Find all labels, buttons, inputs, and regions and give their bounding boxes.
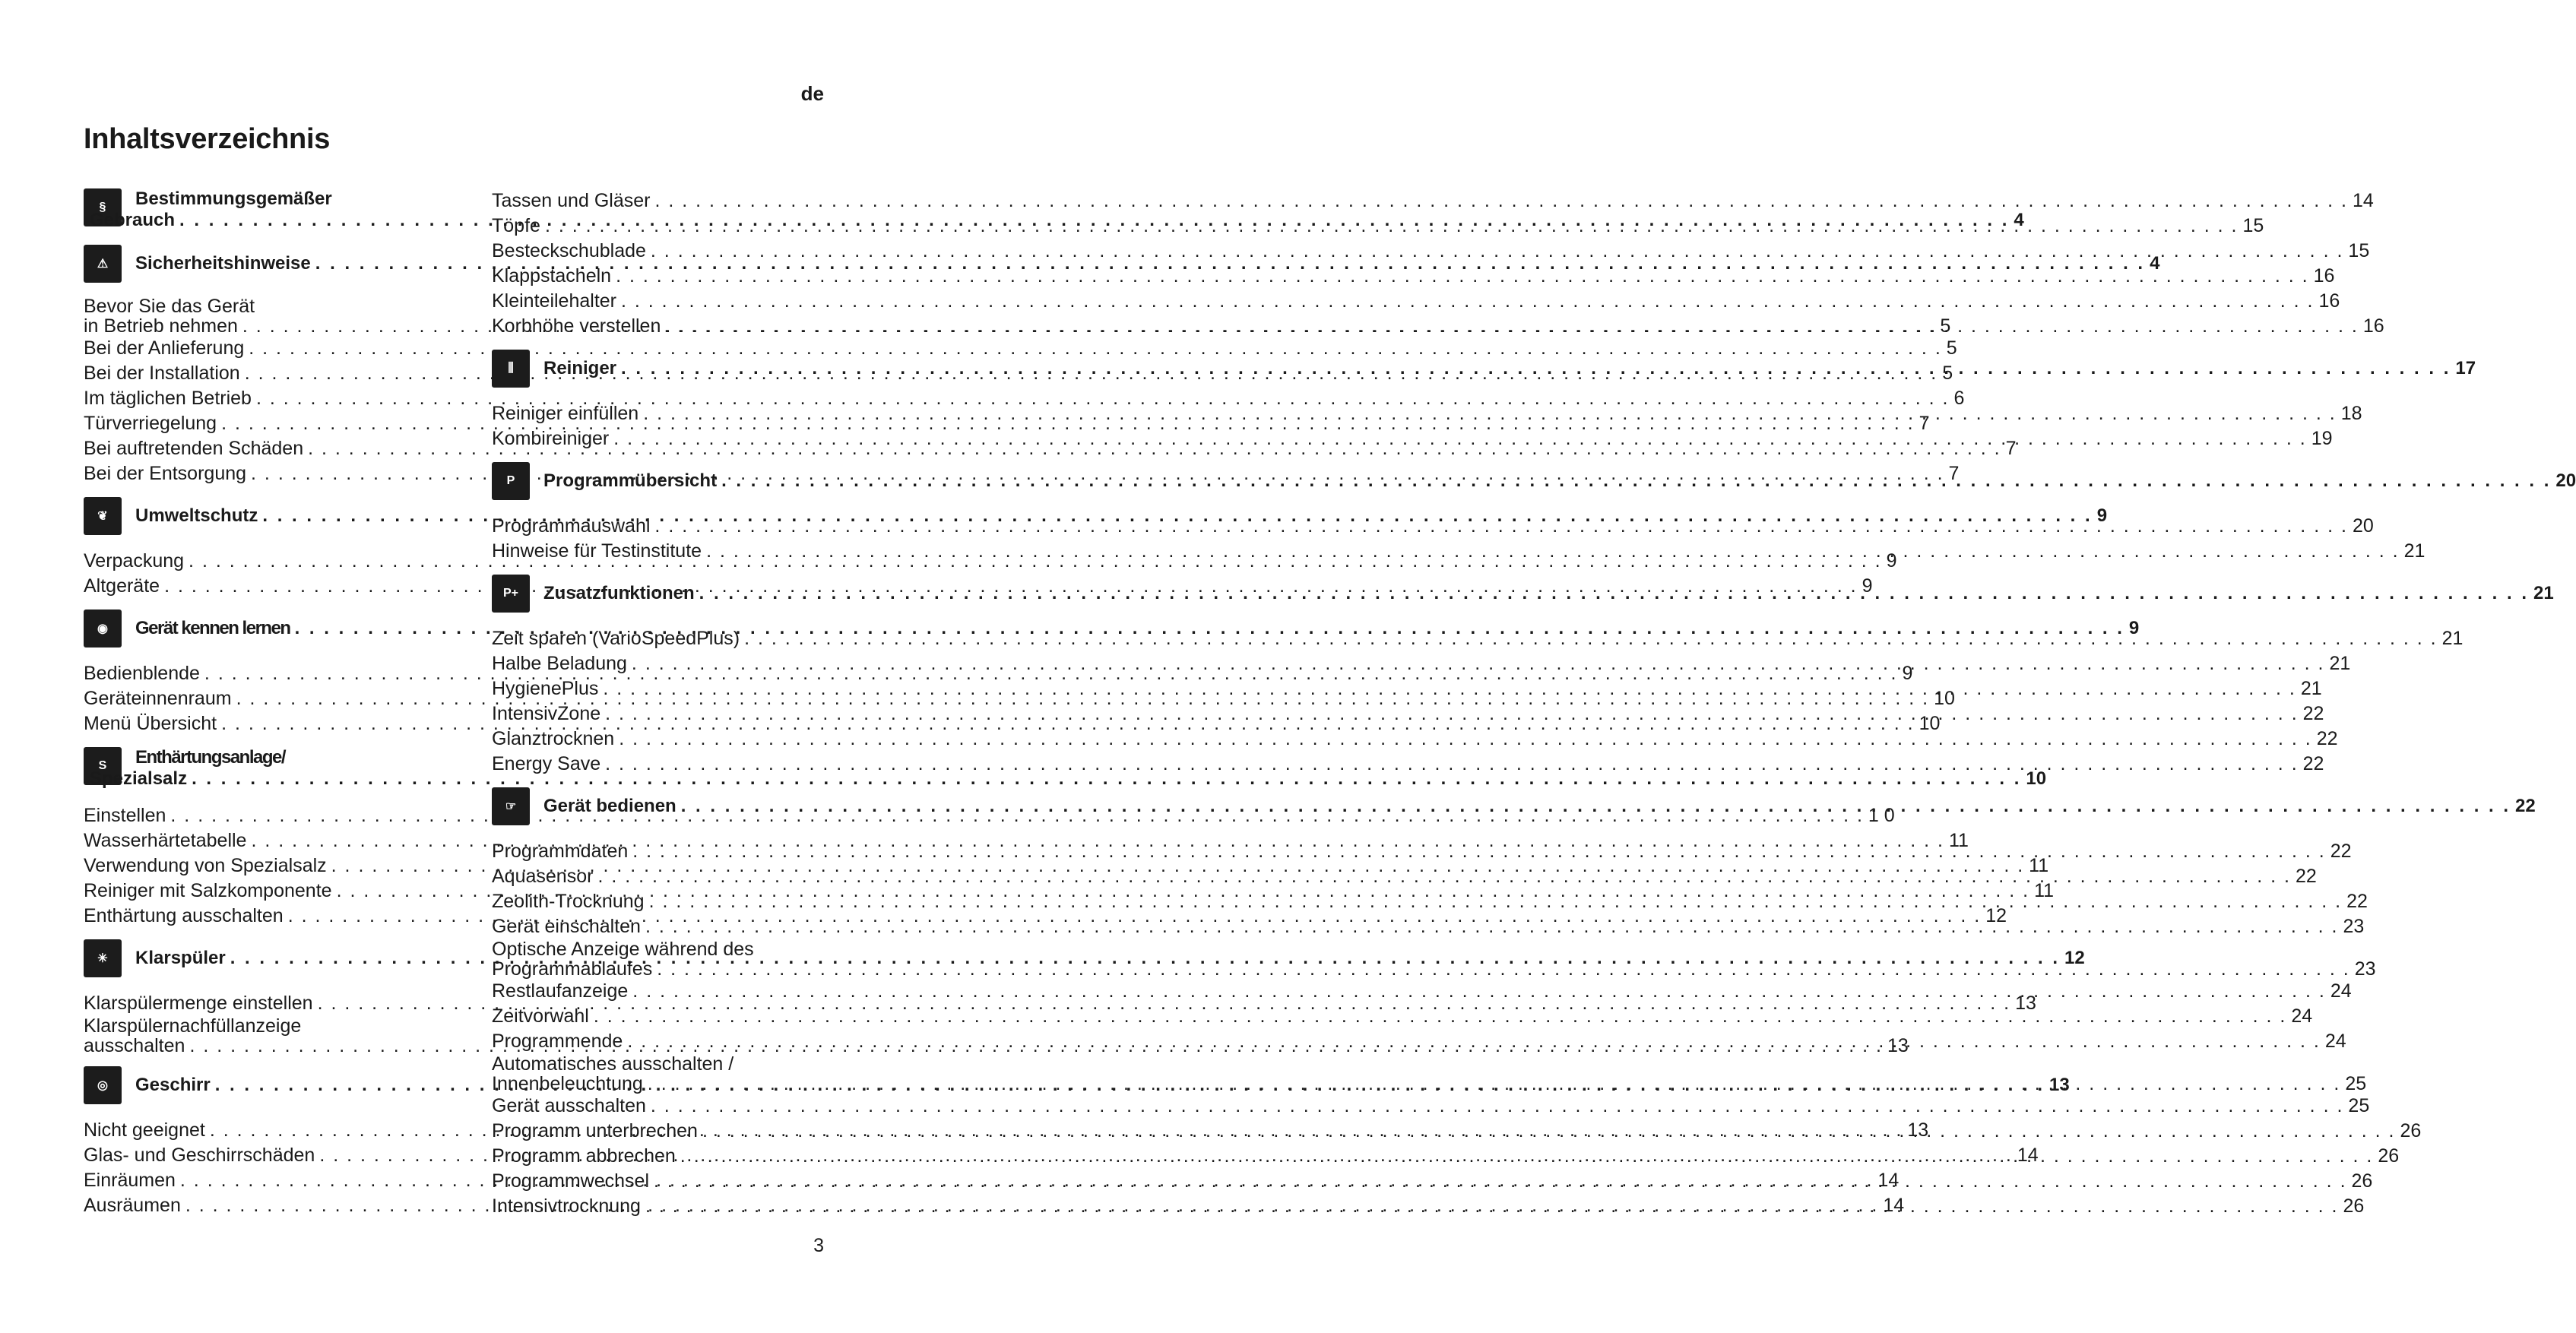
page-ref: 24	[2324, 1031, 2346, 1052]
toc-entry[interactable]	[492, 1004, 2313, 1029]
entry-label: Türverriegelung	[84, 413, 217, 434]
dot-leader	[645, 1194, 2339, 1219]
entry-label: Sicherheitshinweise	[135, 253, 311, 274]
dot-leader	[605, 701, 2299, 727]
page-ref: 25	[2348, 1095, 2370, 1116]
page-ref: 22	[2302, 703, 2324, 724]
page-ref: 12	[2064, 948, 2085, 968]
entry-label: Zeit sparen (VarioSpeedPlus)	[492, 628, 740, 649]
entry-label: Geräteinnenraum	[84, 688, 232, 709]
page-ref: 26	[2343, 1195, 2365, 1217]
page-ref: 17	[2455, 358, 2476, 378]
page-ref: 22	[2295, 866, 2317, 887]
entry-label: Programmende	[492, 1031, 623, 1052]
toc-entry[interactable]	[492, 626, 2464, 651]
dot-leader	[619, 727, 2312, 752]
page-ref: 6	[1953, 388, 1965, 409]
page-ref: 5	[1946, 337, 1957, 359]
entry-label: Einräumen	[84, 1170, 176, 1191]
entry-label: Programmwechsel	[492, 1170, 650, 1192]
dot-leader	[643, 401, 2337, 426]
entry-label: Klarspülernachfüllanzeige	[84, 1015, 302, 1037]
page-ref: 22	[2346, 891, 2368, 912]
page-ref: 14	[1883, 1195, 1905, 1216]
entry-label: in Betrieb nehmen	[84, 315, 238, 337]
page-ref: 25	[2345, 1073, 2367, 1094]
language-tag: de	[800, 82, 824, 105]
entry-label: Reiniger mit Salzkomponente	[84, 880, 332, 901]
page-ref: 22	[2316, 728, 2338, 749]
page-ref: 20	[2555, 470, 2576, 491]
page-ref: 16	[2362, 315, 2384, 337]
dot-leader	[627, 1029, 2321, 1054]
page-number: 3	[813, 1235, 824, 1256]
entry-label: Glas- und Geschirrschäden	[84, 1145, 315, 1166]
softener-icon: S	[84, 747, 122, 785]
page-ref: 10	[2026, 768, 2047, 789]
entry-label: Glanztrocknen	[492, 728, 615, 749]
page-ref: 9	[2096, 505, 2108, 526]
entry-label: Programmdaten	[492, 841, 629, 862]
entry-label: Besteckschublade	[492, 240, 646, 261]
dot-leader	[621, 289, 2315, 314]
dot-leader	[706, 539, 2400, 564]
page-ref: 12	[1985, 905, 2007, 926]
dot-leader	[699, 583, 2529, 604]
dot-leader	[648, 1074, 2341, 1094]
toc-entry[interactable]	[492, 188, 2374, 214]
entry-label: Aquasensor	[492, 866, 594, 887]
toc-entry[interactable]	[492, 752, 2324, 777]
section-title: Bestimmungsgemäßer	[135, 188, 332, 209]
entry-label: Innenbeleuchtung	[492, 1073, 643, 1094]
entry-label: Zeitvorwahl	[492, 1005, 589, 1027]
page-ref: 13	[2015, 993, 2036, 1014]
sparkle-icon: ✳	[84, 939, 122, 977]
page-ref: 15	[2348, 240, 2370, 261]
dot-leader	[702, 1119, 2396, 1144]
page-ref: 14	[1877, 1170, 1900, 1191]
dot-leader	[681, 796, 2511, 817]
entry-label: Hinweise für Testinstitute	[492, 540, 702, 562]
entry-label: IntensivZone	[492, 703, 601, 724]
entry-label: Reiniger	[543, 358, 617, 378]
entry-label: Programm unterbrechen	[492, 1120, 698, 1141]
dot-leader	[632, 651, 2325, 676]
entry-label: Altgeräte	[84, 575, 160, 597]
entry-label: Halbe Beladung	[492, 653, 627, 674]
page-ref: 14	[2017, 1145, 2039, 1166]
toc-entry[interactable]	[492, 1094, 2370, 1119]
dot-leader	[603, 676, 2296, 701]
page-ref: 16	[2318, 290, 2340, 312]
dot-leader	[680, 1144, 2374, 1169]
entry-label: Gerät einschalten	[492, 916, 641, 937]
eye-icon: ◉	[84, 610, 122, 648]
page-ref: 22	[2302, 753, 2324, 774]
hand-control-icon: ☞	[492, 787, 530, 825]
page-ref: 4	[2150, 253, 2160, 274]
toc-entry[interactable]	[84, 336, 1957, 361]
entry-label: Töpfe	[492, 215, 540, 236]
page-ref: 7	[1948, 463, 1960, 484]
page-ref: 9	[2128, 618, 2138, 638]
entry-label: Im täglichen Betrieb	[84, 388, 252, 409]
entry-label: Verwendung von Spezialsalz	[84, 855, 327, 876]
page-ref: 26	[2351, 1170, 2373, 1192]
section-heading[interactable]	[492, 350, 2476, 388]
dot-leader	[654, 188, 2348, 214]
page-ref: 11	[1948, 830, 1969, 851]
page-ref: 13	[1907, 1119, 1929, 1141]
entry-label: Zeolith-Trocknung	[492, 891, 645, 912]
page-ref: 21	[2300, 678, 2322, 699]
dot-leader	[594, 1004, 2287, 1029]
entry-label: Klappstacheln	[492, 265, 612, 287]
page-ref: 13	[2049, 1075, 2070, 1095]
entry-label: Tassen und Gläser	[492, 190, 651, 211]
toc-entry[interactable]	[492, 289, 2340, 314]
entry-label: Wasserhärtetabelle	[84, 830, 247, 851]
section-heading[interactable]	[492, 575, 2554, 613]
toc-entry[interactable]	[492, 651, 2351, 676]
leaf-icon: ❦	[84, 497, 122, 535]
warning-triangle-icon: ⚠	[84, 245, 122, 283]
dot-leader	[621, 358, 2451, 379]
entry-label: Klarspülermenge einstellen	[84, 993, 313, 1014]
toc-entry[interactable]	[492, 264, 2335, 289]
section-heading[interactable]	[492, 462, 2576, 500]
dot-leader	[665, 314, 2359, 339]
entry-label: Bedienblende	[84, 663, 200, 684]
toc-entry[interactable]	[492, 214, 2264, 239]
entry-label: Bei der Anlieferung	[84, 337, 245, 359]
page-ref: 1 0	[1868, 805, 1895, 826]
page-ref: 10	[1934, 688, 1955, 709]
dot-leader	[651, 239, 2344, 264]
page-ref: 24	[2291, 1005, 2313, 1027]
entry-label: Ausräumen	[84, 1195, 181, 1216]
page-ref: 5	[1942, 363, 1953, 384]
entry-label: Intensivtrocknung	[492, 1195, 641, 1217]
page-ref: 9	[1886, 550, 1897, 572]
page-ref: 11	[2029, 855, 2049, 876]
dot-leader	[605, 752, 2299, 777]
page-ref: 26	[2400, 1120, 2422, 1141]
page-ref: 9	[1862, 575, 1873, 597]
dot-leader	[545, 214, 2239, 239]
dot-leader	[657, 959, 2350, 979]
entry-label: Verpackung	[84, 550, 185, 572]
page-ref: 20	[2352, 515, 2374, 537]
toc-entry[interactable]	[492, 514, 2374, 539]
dot-leader	[632, 839, 2326, 864]
dot-leader	[632, 979, 2326, 1004]
page-ref: 11	[2034, 880, 2055, 901]
dot-leader	[654, 514, 2348, 539]
entry-label: Bevor Sie das Gerät	[84, 296, 255, 317]
entry-label: Geschirr	[135, 1075, 211, 1095]
entry-label: Kleinteilehalter	[492, 290, 616, 312]
entry-label: Restlaufanzeige	[492, 980, 629, 1002]
entry-label: HygienePlus	[492, 678, 599, 699]
entry-label: Bei auftretenden Schäden	[84, 438, 304, 459]
entry-label: Energy Save	[492, 753, 601, 774]
page-ref: 21	[2441, 628, 2464, 649]
page-ref: 22	[2515, 796, 2536, 816]
toc-entry[interactable]	[492, 314, 2384, 339]
page-ref: 21	[2403, 540, 2425, 562]
page-ref: 7	[2005, 438, 2017, 459]
dot-leader	[616, 264, 2309, 289]
entry-label: Spezialsalz	[90, 768, 188, 789]
entry-label: Umweltschutz	[135, 505, 258, 526]
toc-entry[interactable]	[492, 401, 2362, 426]
page-ref: 16	[2313, 265, 2335, 287]
dot-leader	[649, 889, 2343, 914]
dot-leader	[613, 426, 2307, 451]
entry-label: Zusatzfunktionen	[543, 583, 695, 603]
section-title: Enthärtungsanlage/	[135, 747, 286, 768]
toc-entry[interactable]	[492, 727, 2338, 752]
entry-label: Automatisches ausschalten /	[492, 1053, 734, 1075]
page-ref: 9	[1902, 663, 1913, 684]
dot-leader	[597, 864, 2291, 889]
entry-label: Kombireiniger	[492, 428, 610, 449]
dot-leader	[651, 1094, 2344, 1119]
page-ref: 4	[2014, 210, 2024, 230]
entry-label: Gerät bedienen	[543, 796, 676, 816]
entry-label: Nicht geeignet	[84, 1119, 205, 1141]
paragraph-hand-icon: §	[84, 188, 122, 226]
toc-entry[interactable]	[492, 426, 2333, 451]
entry-label: Gerät ausschalten	[492, 1095, 646, 1116]
entry-label: ausschalten	[84, 1035, 185, 1056]
entry-label: Enthärtung ausschalten	[84, 905, 284, 926]
entry-label: Bei der Installation	[84, 363, 240, 384]
page-ref: 26	[2378, 1145, 2400, 1167]
toc-entry[interactable]	[492, 239, 2370, 264]
page-ref: 21	[2533, 583, 2554, 603]
page-ref: 24	[2330, 980, 2352, 1002]
dot-leader	[744, 626, 2438, 651]
entry-label: Programm abbrechen	[492, 1145, 676, 1167]
entry-label: Menü Übersicht	[84, 713, 217, 734]
entry-label: Gebrauch	[90, 210, 176, 230]
entry-label: Klarspüler	[135, 948, 226, 968]
entry-label: Bei der Entsorgung	[84, 463, 247, 484]
page-ref: 19	[2311, 428, 2333, 449]
page-title: Inhaltsverzeichnis	[84, 123, 331, 155]
entry-label: Einstellen	[84, 805, 166, 826]
page-ref: 14	[2352, 190, 2374, 211]
page-ref: 18	[2340, 403, 2362, 424]
page-ref: 22	[2330, 841, 2352, 862]
page-ref: 23	[2343, 916, 2365, 937]
page-ref: 7	[1919, 413, 1930, 434]
program-plus-icon: P+	[492, 575, 530, 613]
toc-entry[interactable]	[84, 386, 1965, 411]
detergent-icon: ⫼	[492, 350, 530, 388]
page-ref: 5	[1940, 315, 1951, 337]
page-ref: 10	[1919, 713, 1941, 734]
entry-label: Reiniger einfüllen	[492, 403, 639, 424]
entry-label: Optische Anzeige während des	[492, 939, 754, 960]
dot-leader	[645, 914, 2339, 939]
page-ref: 13	[1887, 1035, 1909, 1056]
entry-label: Programmübersicht	[543, 470, 718, 491]
entry-label: Programmablaufes	[492, 958, 653, 980]
page-ref: 23	[2354, 958, 2376, 980]
entry-label: Korbhöhe verstellen	[492, 315, 661, 337]
program-icon: P	[492, 462, 530, 500]
toc-entry[interactable]	[492, 539, 2425, 564]
entry-label: Programmauswahl	[492, 515, 651, 537]
dot-leader	[654, 1169, 2347, 1194]
plate-icon: ◎	[84, 1066, 122, 1104]
page-ref: 15	[2242, 215, 2264, 236]
entry-label: Gerät kennen lernen	[135, 618, 290, 638]
dot-leader	[721, 470, 2551, 492]
page-ref: 21	[2329, 653, 2351, 674]
